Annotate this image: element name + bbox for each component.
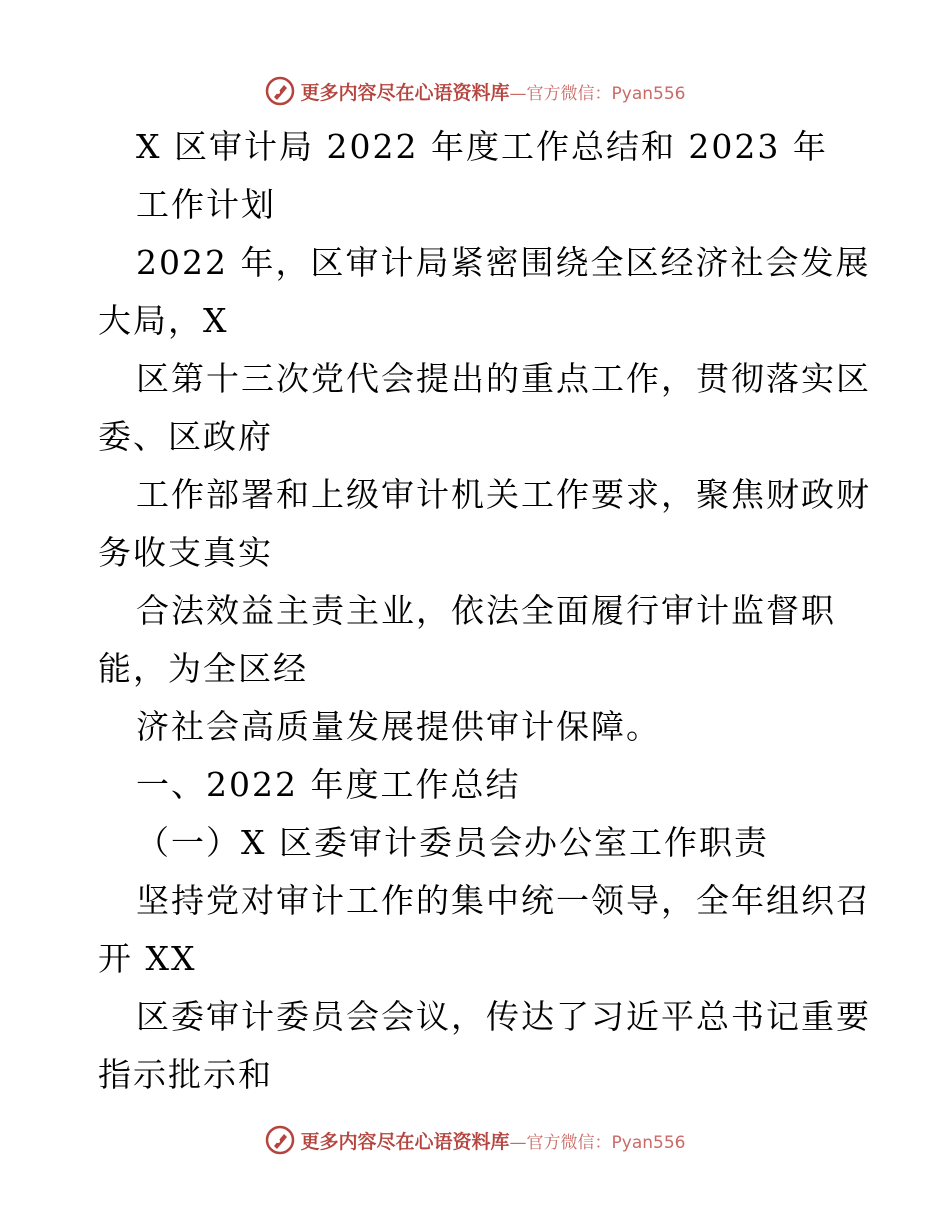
header-banner (0, 71, 950, 111)
paragraph-line: 济社会高质量发展提供审计保障。 (136, 707, 661, 746)
banner-wechat-text: —官方微信：Pyan556 (509, 83, 686, 104)
banner-brand-text: 更多内容尽在心语资料库 (300, 1130, 510, 1153)
paragraph-line: 能，为全区经 (98, 649, 308, 688)
banner-wechat-text: —官方微信：Pyan556 (509, 1132, 686, 1153)
pen-logo-icon (265, 1125, 295, 1155)
paragraph-line: 2022 年，区审计局紧密围绕全区经济社会发展 (136, 243, 871, 282)
title-line-2: 工作计划 (136, 185, 276, 224)
paragraph-line: 坚持党对审计工作的集中统一领导，全年组织召 (136, 881, 871, 920)
section-heading: 一、2022 年度工作总结 (136, 765, 521, 804)
paragraph-line: 指示批示和 (98, 1055, 273, 1094)
paragraph-line: 区第十三次党代会提出的重点工作，贯彻落实区 (136, 359, 871, 398)
banner-brand-text: 更多内容尽在心语资料库 (300, 81, 510, 104)
title-line-1: X 区审计局 2022 年度工作总结和 2023 年 (136, 127, 828, 166)
paragraph-line: 开 XX (98, 939, 197, 978)
paragraph-line: 务收支真实 (98, 533, 273, 572)
paragraph-line: 合法效益主责主业，依法全面履行审计监督职 (136, 591, 836, 630)
paragraph-line: 大局，X (98, 301, 229, 340)
paragraph-line: 委、区政府 (98, 417, 273, 456)
pen-logo-icon (265, 76, 295, 106)
subsection-heading: （一）X 区委审计委员会办公室工作职责 (136, 823, 769, 862)
footer-banner (0, 1120, 950, 1160)
paragraph-line: 工作部署和上级审计机关工作要求，聚焦财政财 (136, 475, 871, 514)
paragraph-line: 区委审计委员会会议，传达了习近平总书记重要 (136, 997, 871, 1036)
